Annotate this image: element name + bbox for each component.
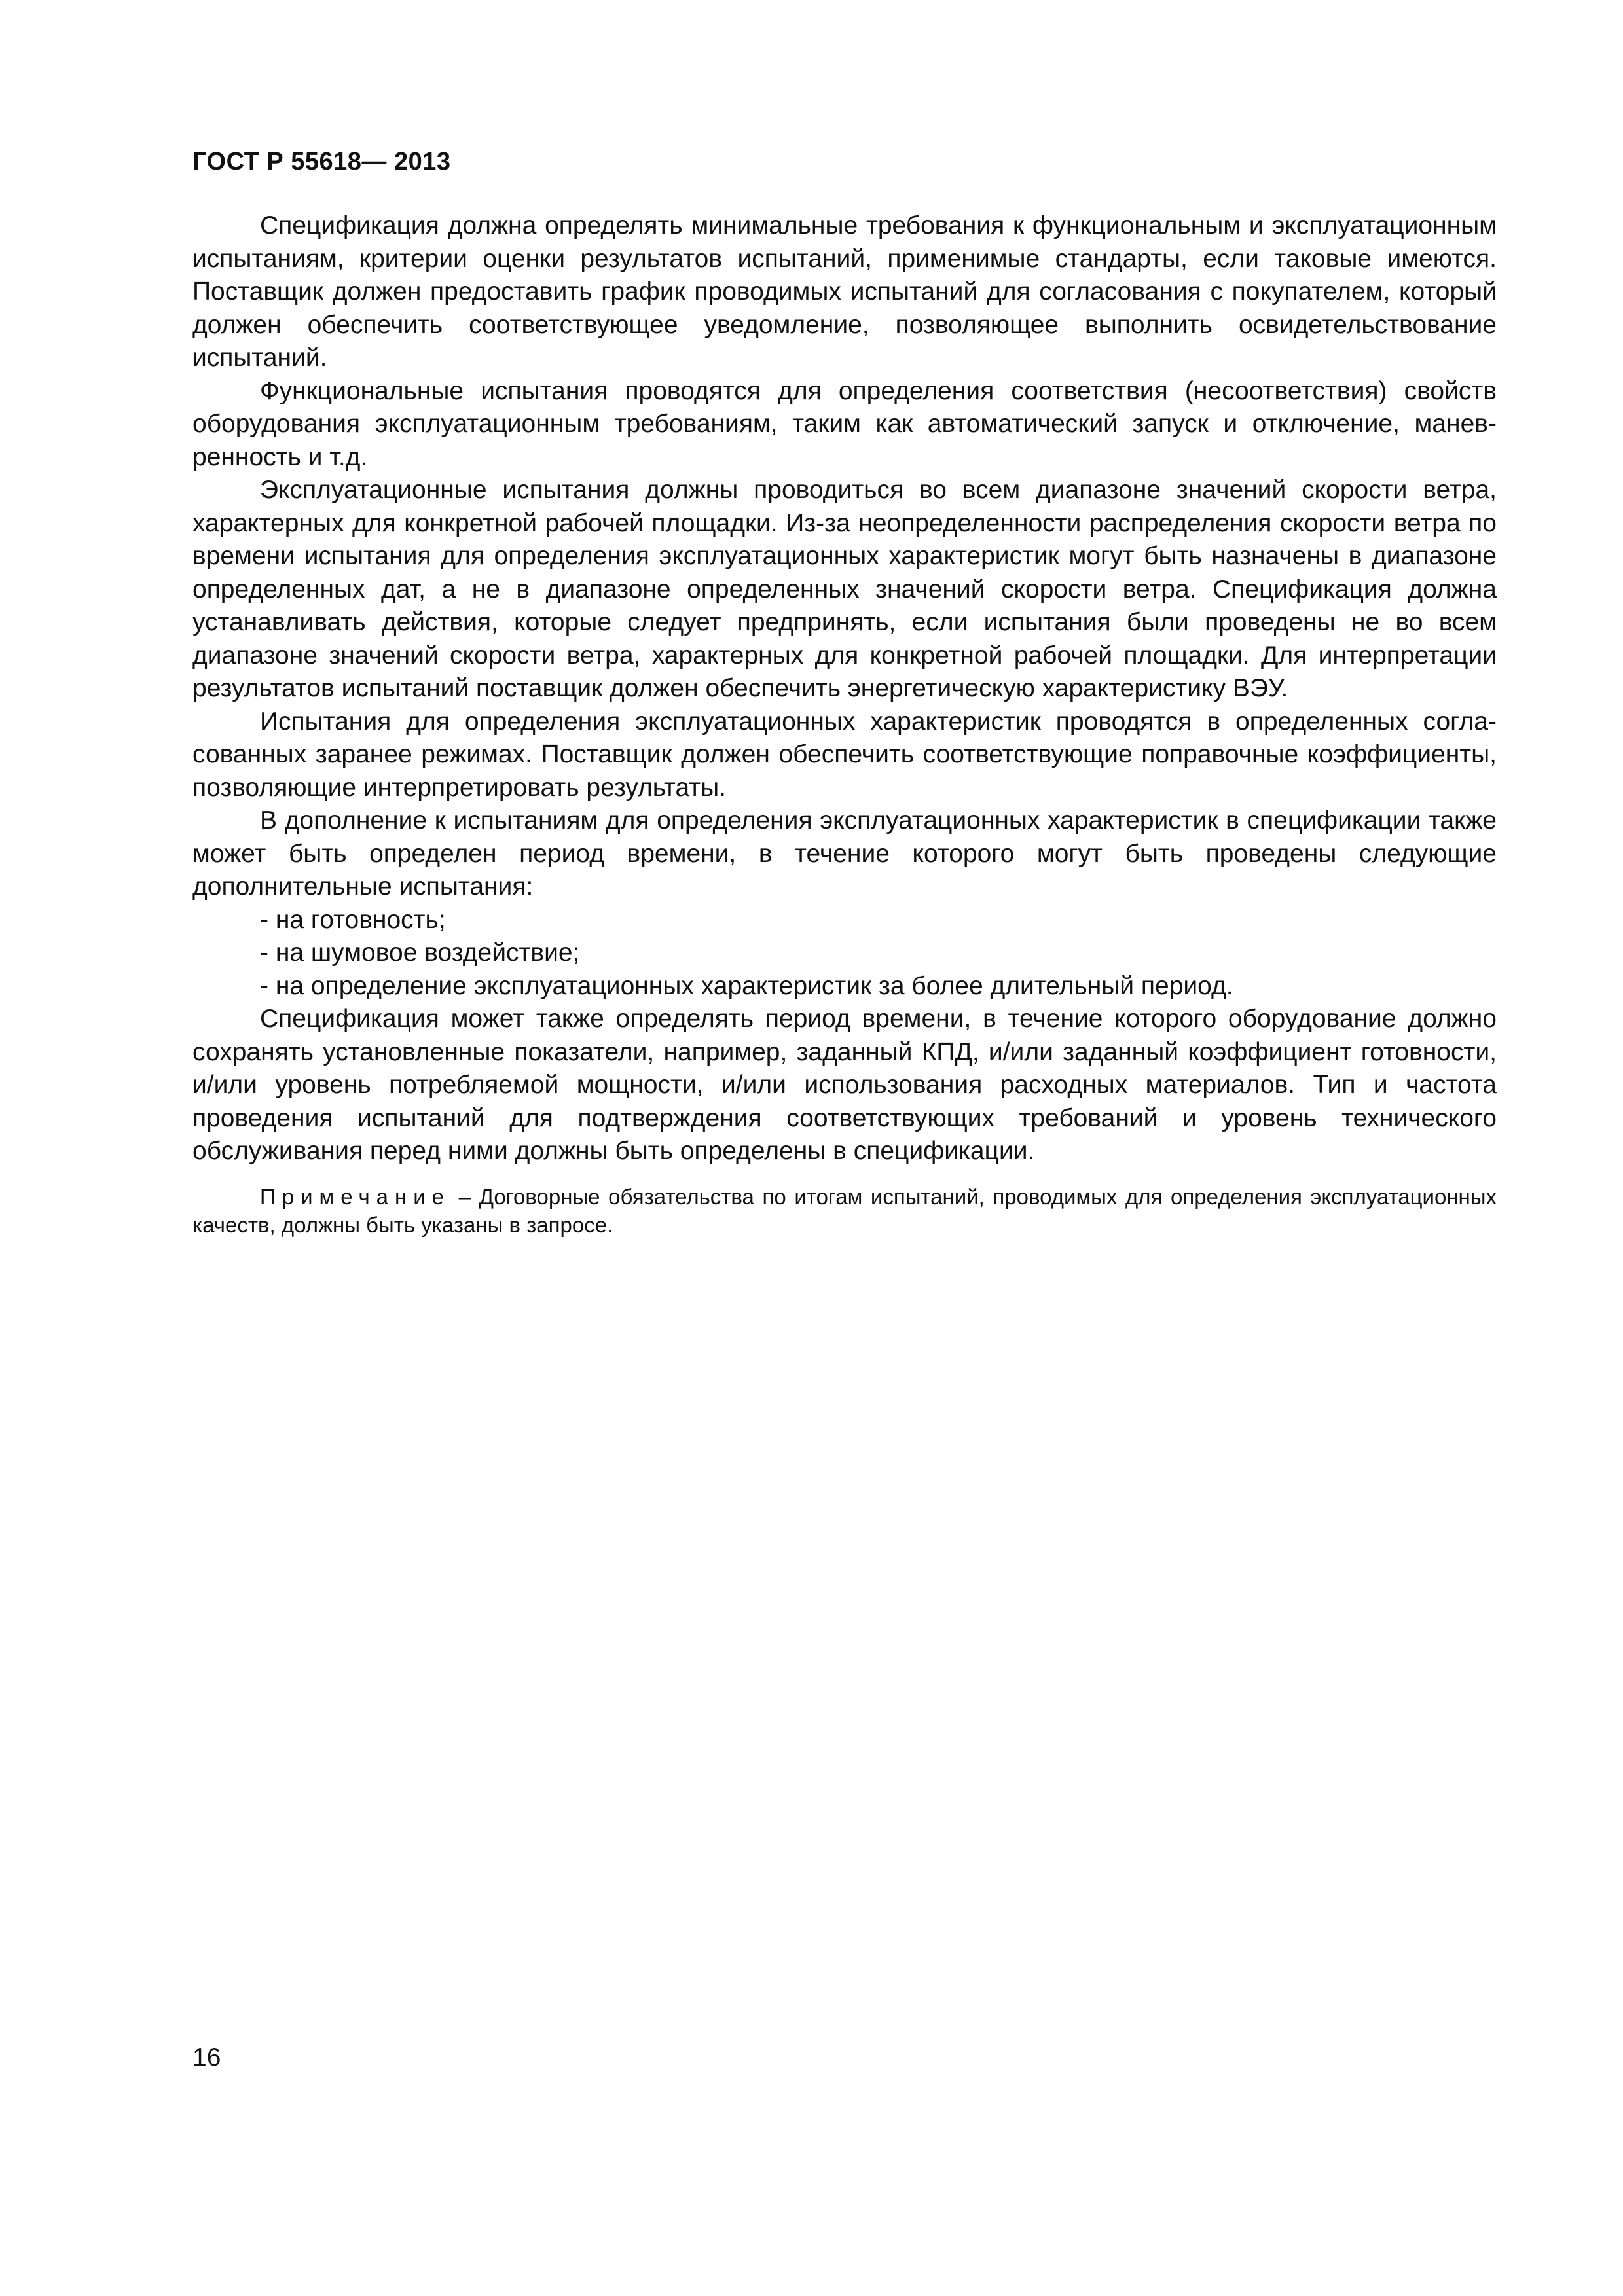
document-id-header: ГОСТ Р 55618— 2013 xyxy=(192,148,451,175)
list-item-long-term: - на определение эксплуатационных характеристик за более длительный период. xyxy=(260,971,1233,1000)
paragraph-functional-tests: Функциональные испытания проводятся для определения соответствия (несоответствия) свойств оборудования эксплуатационным требованиям, таким как автоматический запуск и отключение, маневренность и т.д. xyxy=(192,376,1497,471)
document-body xyxy=(192,209,1497,1239)
paragraph-additional-tests: В дополнение к испытаниям для определения эксплуатационных характеристик в спецификации также может быть определен период времени, в течение которого могут быть проведены следующие дополнительные испытания: xyxy=(192,806,1497,901)
list-item-noise: - на шумовое воздействие; xyxy=(260,939,580,967)
page-number: 16 xyxy=(192,2043,221,2072)
paragraph-agreed-modes: Испытания для определения эксплуатационных характеристик проводятся в определенных согласованных заранее режимах. Поставщик должен обеспечить соответствующие поправочные коэффициенты, позволяющие интерпретировать результаты. xyxy=(192,707,1497,802)
paragraph-maintenance-period: Спецификация может также определять период времени, в течение которого оборудование должно сохранять установленные показатели, например, заданный КПД, и/или заданный коэффициент готовности, и/или уровень потребляемой мощности, и/или использования расходных материалов. Тип и частота проведения испытаний для подтверждения соответствующих требований и уровень технического обслуживания перед ними должны быть определены в спецификации. xyxy=(192,1005,1497,1165)
note xyxy=(192,1183,1497,1239)
note-label: Примечание xyxy=(260,1184,451,1209)
paragraph-operational-tests: Эксплуатационные испытания должны проводиться во всем диапазоне значений скорости ветра, характерных для конкретной рабочей площадки. Из-за неопределенности распределения скорости ветра по времени испытания для определения эксплуатационных характеристик могут быть назначены в диапазоне определенных дат, а не в диапазоне определенных значений скорости ветра. Спецификация должна устанавливать действия, которые следует предпринять, если испытания были проведены не во всем диапазоне значений скорости ветра, характерных для конкретной рабочей площадки. Для интерпретации результатов испытаний поставщик должен обеспечить энергетическую характеристику ВЭУ. xyxy=(192,476,1497,702)
paragraph-specification-requirements: Спецификация должна определять минимальные требования к функциональным и эксплуатационным испытаниям, критерии оценки результатов испытаний, применимые стандарты, если таковые имеются. Поставщик должен предоставить график проводимых испытаний для согласования с покупателем, который должен обеспечить соответствующее уведомление, позволяющее выполнить освидетельствование испытаний. xyxy=(192,211,1497,372)
list-item-readiness: - на готовность; xyxy=(260,905,446,934)
note-text: – Договорные обязательства по итогам испытаний, проводимых для определения эксплуатационных качеств, должны быть указаны в запросе. xyxy=(192,1184,1497,1237)
